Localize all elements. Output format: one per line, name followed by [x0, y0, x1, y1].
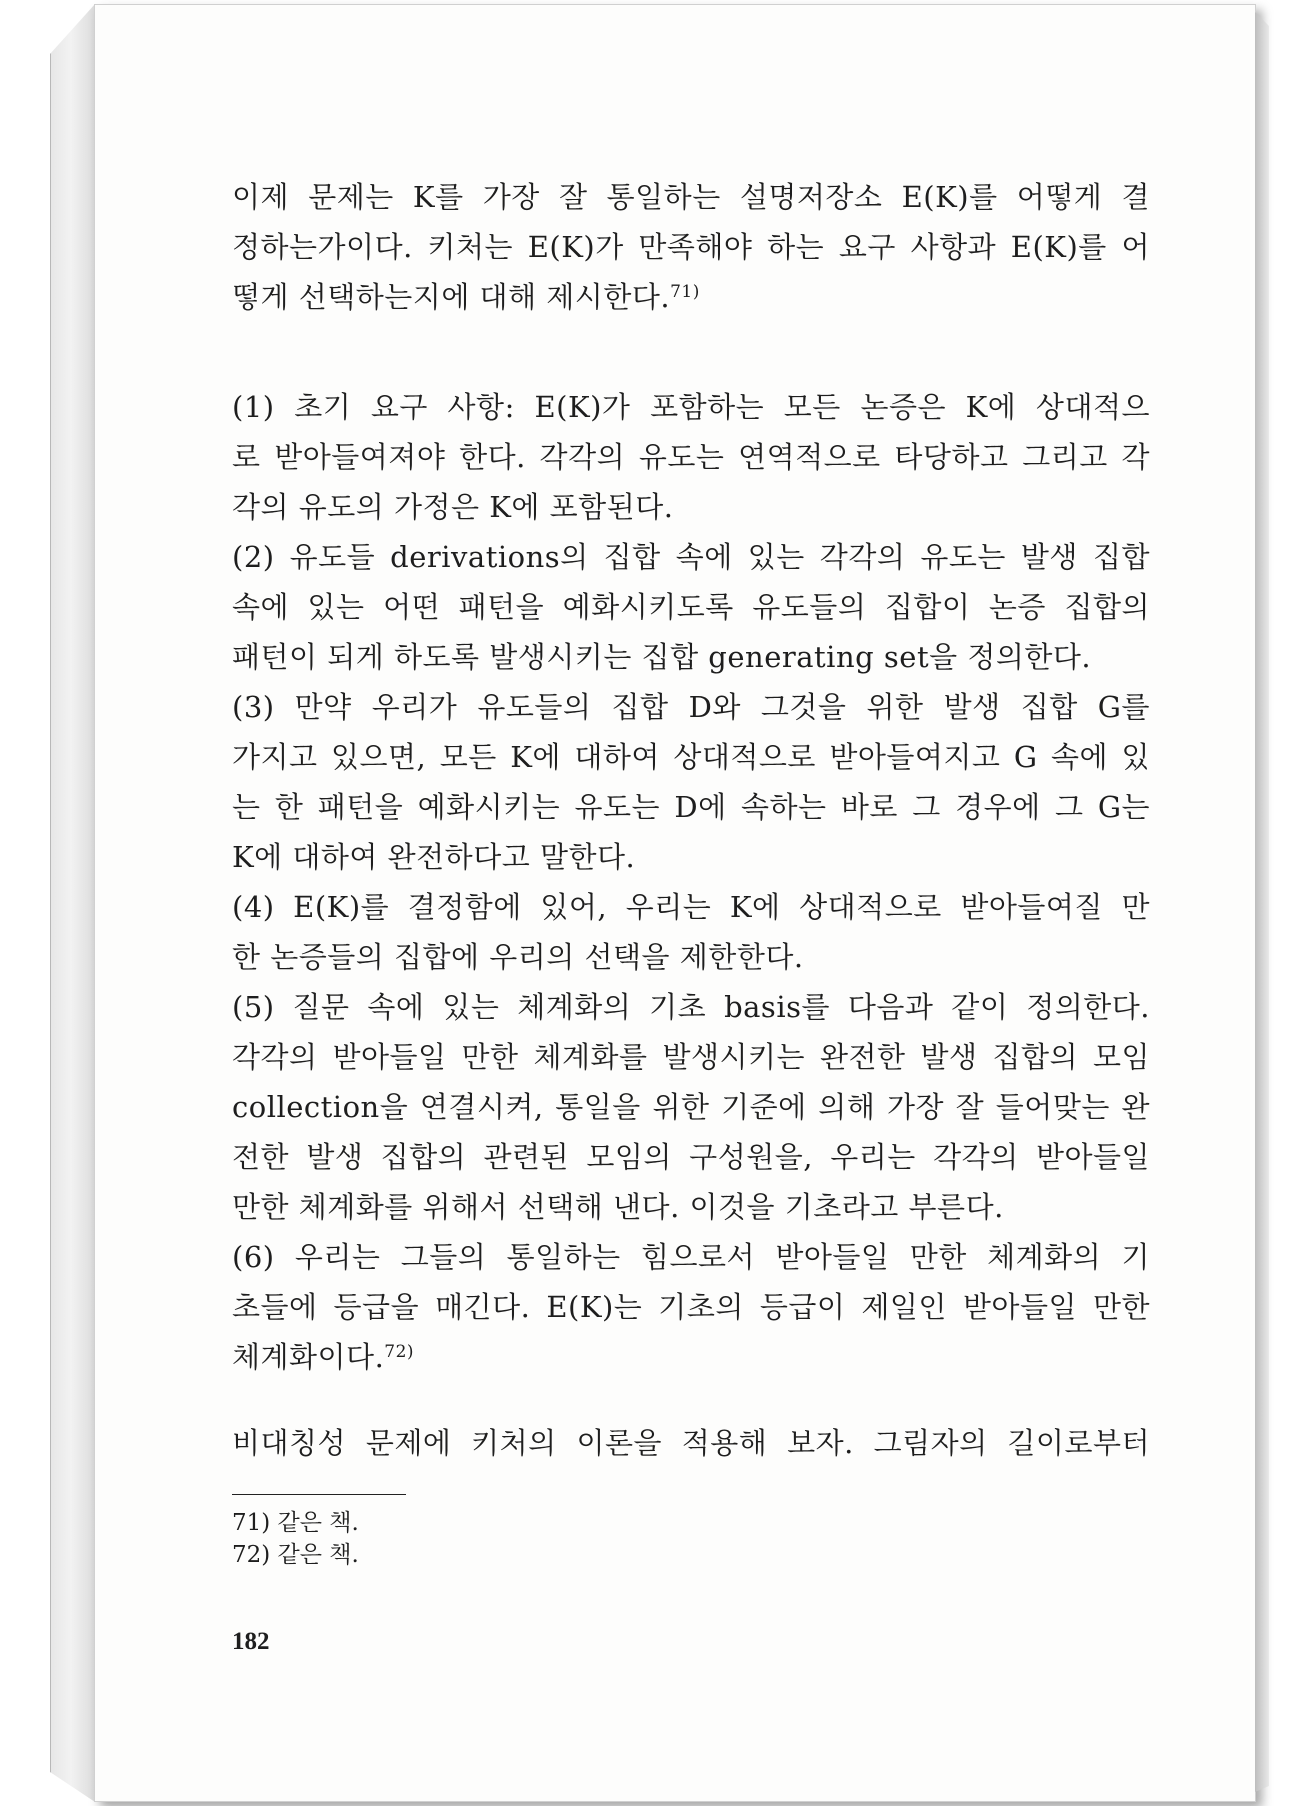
text-line: 정하는가이다. 키처는 E(K)가 만족해야 하는 요구 사항과 E(K)를 어 — [232, 230, 1150, 264]
text-line: 는 한 패턴을 예화시키는 유도는 D에 속하는 바로 그 경우에 그 G는 — [232, 790, 1150, 824]
text-line: 각의 유도의 가정은 K에 포함된다. — [232, 490, 674, 524]
text-line: 각각의 받아들일 만한 체계화를 발생시키는 완전한 발생 집합의 모임 — [232, 1040, 1150, 1074]
footnote-ref: 72) — [384, 1342, 415, 1362]
paragraph-requirement-3 — [232, 682, 1150, 882]
text-line: collection을 연결시켜, 통일을 위한 기준에 의해 가장 잘 들어맞는 완 — [232, 1090, 1150, 1124]
book-spine-side — [50, 4, 95, 1802]
text-line: (4) E(K)를 결정함에 있어, 우리는 K에 상대적으로 받아들여질 만 — [232, 890, 1150, 924]
paragraph-requirement-5 — [232, 982, 1150, 1232]
text-line: 만한 체계화를 위해서 선택해 낸다. 이것을 기초라고 부른다. — [232, 1190, 1004, 1224]
footnote-71: 71) 같은 책. — [232, 1510, 359, 1536]
text-line: 로 받아들여져야 한다. 각각의 유도는 연역적으로 타당하고 그리고 각 — [232, 440, 1150, 474]
text-line: 전한 발생 집합의 관련된 모임의 구성원을, 우리는 각각의 받아들일 — [232, 1140, 1150, 1174]
text-line: K에 대하여 완전하다고 말한다. — [232, 840, 636, 874]
text-line: 속에 있는 어떤 패턴을 예화시키도록 유도들의 집합이 논증 집합의 — [232, 590, 1150, 624]
page-number: 182 — [232, 1628, 270, 1655]
text-line: (6) 우리는 그들의 통일하는 힘으로서 받아들일 만한 체계화의 기 — [232, 1240, 1150, 1274]
footnote-ref: 71) — [670, 282, 700, 302]
text-line: (5) 질문 속에 있는 체계화의 기초 basis를 다음과 같이 정의한다. — [232, 990, 1150, 1024]
paragraph-requirement-4 — [232, 882, 1150, 982]
text-line: 초들에 등급을 매긴다. E(K)는 기초의 등급이 제일인 받아들일 만한 — [232, 1290, 1150, 1324]
footnote-72: 72) 같은 책. — [232, 1542, 359, 1568]
text-line — [232, 272, 1150, 322]
text-line: (1) 초기 요구 사항: E(K)가 포함하는 모든 논증은 K에 상대적으 — [232, 390, 1150, 424]
text-line: 이제 문제는 K를 가장 잘 통일하는 설명저장소 E(K)를 어떻게 결 — [232, 180, 1150, 214]
text-line-content: 체계화이다. — [232, 1340, 385, 1374]
page-edge — [1255, 12, 1269, 1792]
paragraph-intro — [232, 172, 1150, 322]
paragraph-asymmetry — [232, 1418, 1150, 1468]
text-line: 한 논증들의 집합에 우리의 선택을 제한한다. — [232, 940, 804, 974]
footnote-divider — [232, 1494, 406, 1495]
text-line-content: 떻게 선택하는지에 대해 제시한다. — [232, 280, 671, 314]
paragraph-requirement-2 — [232, 532, 1150, 682]
text-line: (3) 만약 우리가 유도들의 집합 D와 그것을 위한 발생 집합 G를 — [232, 690, 1150, 724]
text-line: (2) 유도들 derivations의 집합 속에 있는 각각의 유도는 발생 집합 — [232, 540, 1150, 574]
text-line: 패턴이 되게 하도록 발생시키는 집합 generating set을 정의한다. — [232, 640, 1092, 674]
paragraph-requirement-1 — [232, 382, 1150, 532]
text-line — [232, 1332, 1150, 1382]
paragraph-requirement-6 — [232, 1232, 1150, 1382]
text-line: 가지고 있으면, 모든 K에 대하여 상대적으로 받아들여지고 G 속에 있 — [232, 740, 1150, 774]
text-line: 비대칭성 문제에 키처의 이론을 적용해 보자. 그림자의 길이로부터 — [232, 1426, 1150, 1460]
